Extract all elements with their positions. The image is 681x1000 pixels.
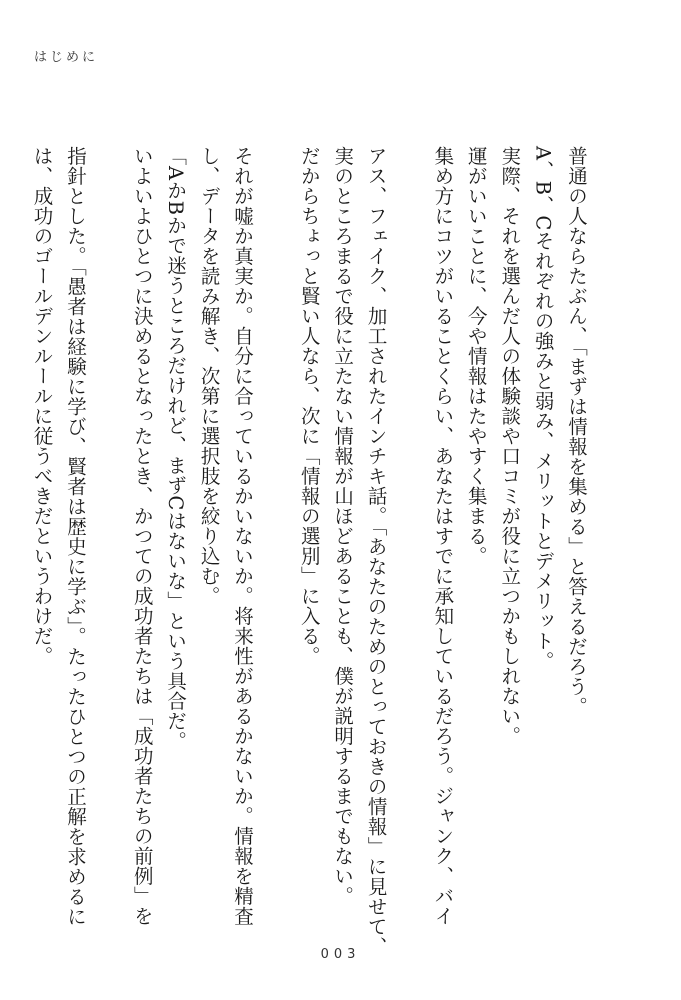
text-line: 普通の人ならたぶん、「まずは情報を集める」と答えるだろう。	[565, 146, 588, 717]
text-line: アス、フェイク、加工されたインチキ話。「あなたのためのとっておきの情報」に見せて、	[364, 146, 388, 957]
text-line: 指針とした。「愚者は経験に学び、賢者は歴史に学ぶ」。たったひとつの正解を求めるに	[63, 146, 87, 927]
text-line: A、B、Cそれぞれの強みと弱み、メリットとデメリット。	[531, 146, 555, 671]
text-line: それが嘘か真実か。自分に合っているかいないか。将来性があるかないか。情報を精査	[230, 146, 254, 926]
text-line: 実際、それを選んだ人の体験談や口コミが役に立つかもしれない。	[498, 146, 522, 746]
text-line: 実のところまるで役に立たない情報が山ほどあることも、僕が説明するまでもない。	[331, 146, 355, 906]
text-line: は、成功のゴールデンルールに従うべきだというわけだ。	[30, 146, 54, 666]
text-line: 運がいいことに、今や情報はたやすく集まる。	[464, 146, 488, 566]
text-line: し、データを読み解き、次第に選択肢を絞り込む。	[197, 146, 221, 606]
page-number: 003	[320, 947, 361, 962]
running-head: はじめに	[34, 50, 99, 65]
text-line: だからちょっと賢い人なら、次に「情報の選別」に入る。	[297, 146, 321, 666]
text-line: 集め方にコツがいることくらい、あなたはすでに承知しているだろう。ジャンク、バイ	[431, 146, 455, 926]
text-line: いよいよひとつに決めるとなったとき、かつての成功者たちは「成功者たちの前例」を	[130, 146, 154, 926]
text-line: 「AかBかで迷うところだけれど、まずCはないな」という具合だ。	[164, 146, 188, 751]
